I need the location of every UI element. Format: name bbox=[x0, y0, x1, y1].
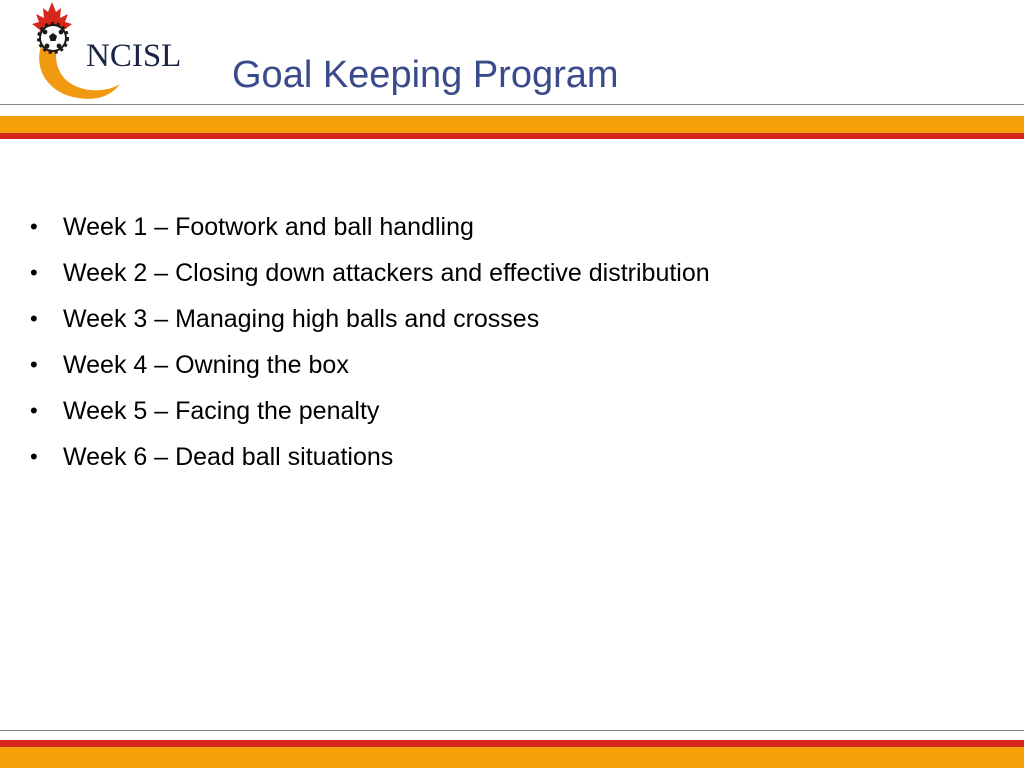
page-title: Goal Keeping Program bbox=[232, 54, 619, 96]
bullet-icon: • bbox=[30, 352, 38, 377]
list-item bbox=[30, 296, 710, 342]
footer-divider bbox=[0, 730, 1024, 731]
bullet-icon: • bbox=[30, 398, 38, 423]
header-band-red bbox=[0, 133, 1024, 139]
footer-band-red bbox=[0, 740, 1024, 747]
ncisl-logo bbox=[30, 0, 210, 105]
list-item bbox=[30, 250, 710, 296]
list-item bbox=[30, 204, 710, 250]
header-band-orange bbox=[0, 116, 1024, 133]
list-item-text: Week 5 – Facing the penalty bbox=[63, 397, 380, 425]
list-item-text: Week 3 – Managing high balls and crosses bbox=[63, 305, 540, 333]
bullet-icon: • bbox=[30, 306, 38, 331]
list-item bbox=[30, 388, 710, 434]
logo-text: NCISL bbox=[86, 38, 182, 74]
list-item-text: Week 6 – Dead ball situations bbox=[63, 443, 394, 471]
list-item-text: Week 1 – Footwork and ball handling bbox=[63, 213, 474, 241]
list-item-text: Week 4 – Owning the box bbox=[63, 351, 349, 379]
list-item bbox=[30, 342, 710, 388]
bullet-icon: • bbox=[30, 260, 38, 285]
list-item bbox=[30, 434, 710, 480]
bullet-icon: • bbox=[30, 444, 38, 469]
header-divider bbox=[0, 104, 1024, 105]
footer-band-orange bbox=[0, 747, 1024, 768]
bullet-list bbox=[30, 204, 710, 480]
bullet-icon: • bbox=[30, 214, 38, 239]
list-item-text: Week 2 – Closing down attackers and effective distribution bbox=[63, 259, 710, 287]
